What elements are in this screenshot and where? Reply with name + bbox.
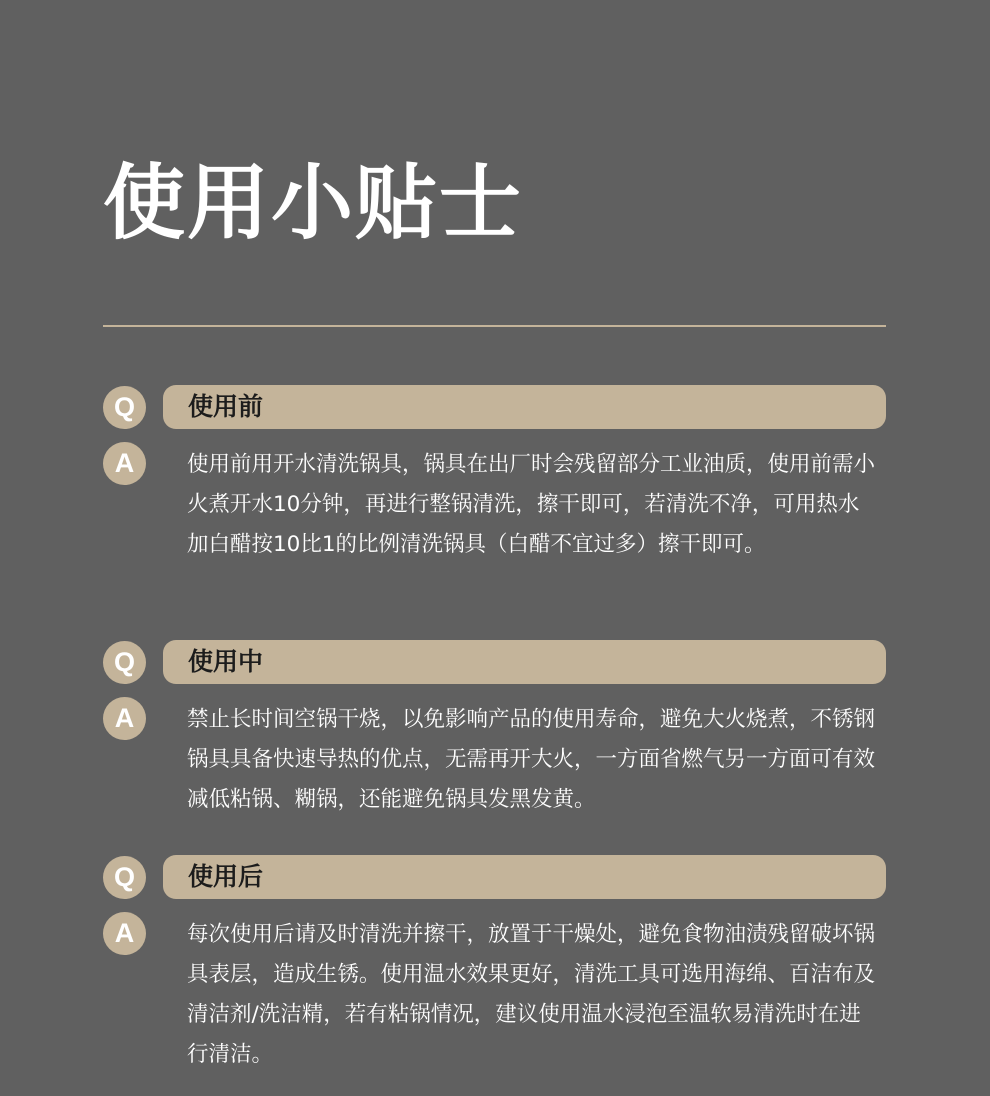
question-badge: Q: [103, 641, 146, 684]
question-bar-after-use: [163, 855, 886, 899]
question-badge: Q: [103, 386, 146, 429]
question-bar-before-use: [163, 385, 886, 429]
answer-badge: A: [103, 912, 146, 955]
answer-badge: A: [103, 697, 146, 740]
question-badge: Q: [103, 856, 146, 899]
question-label: 使用后: [188, 862, 264, 891]
question-label: 使用中: [188, 647, 264, 676]
answer-badge: A: [103, 442, 146, 485]
answer-text-after-use: 每次使用后请及时清洗并擦干，放置于干燥处，避免食物油渍残留破坏锅具表层，造成生锈。使用温水效果更好，清洗工具可选用海绵、百洁布及清洁剂/洗洁精，若有粘锅情况，建议使用温水浸泡至温软易清洗时在进行清洁。: [187, 922, 876, 1067]
answer-text-before-use: 使用前用开水清洗锅具，锅具在出厂时会残留部分工业油质，使用前需小火煮开水10分钟，再进行整锅清洗，擦干即可，若清洗不净，可用热水加白醋按10比1的比例清洗锅具（白醋不宜过多）擦干即可。: [187, 452, 876, 557]
question-bar-during-use: [163, 640, 886, 684]
answer-text-during-use: 禁止长时间空锅干烧，以免影响产品的使用寿命，避免大火烧煮，不锈钢锅具具备快速导热的优点，无需再开大火，一方面省燃气另一方面可有效减低粘锅、糊锅，还能避免锅具发黑发黄。: [187, 707, 876, 812]
title-divider: [103, 325, 886, 327]
question-label: 使用前: [188, 392, 264, 421]
page-title: 使用小贴士: [103, 156, 524, 251]
